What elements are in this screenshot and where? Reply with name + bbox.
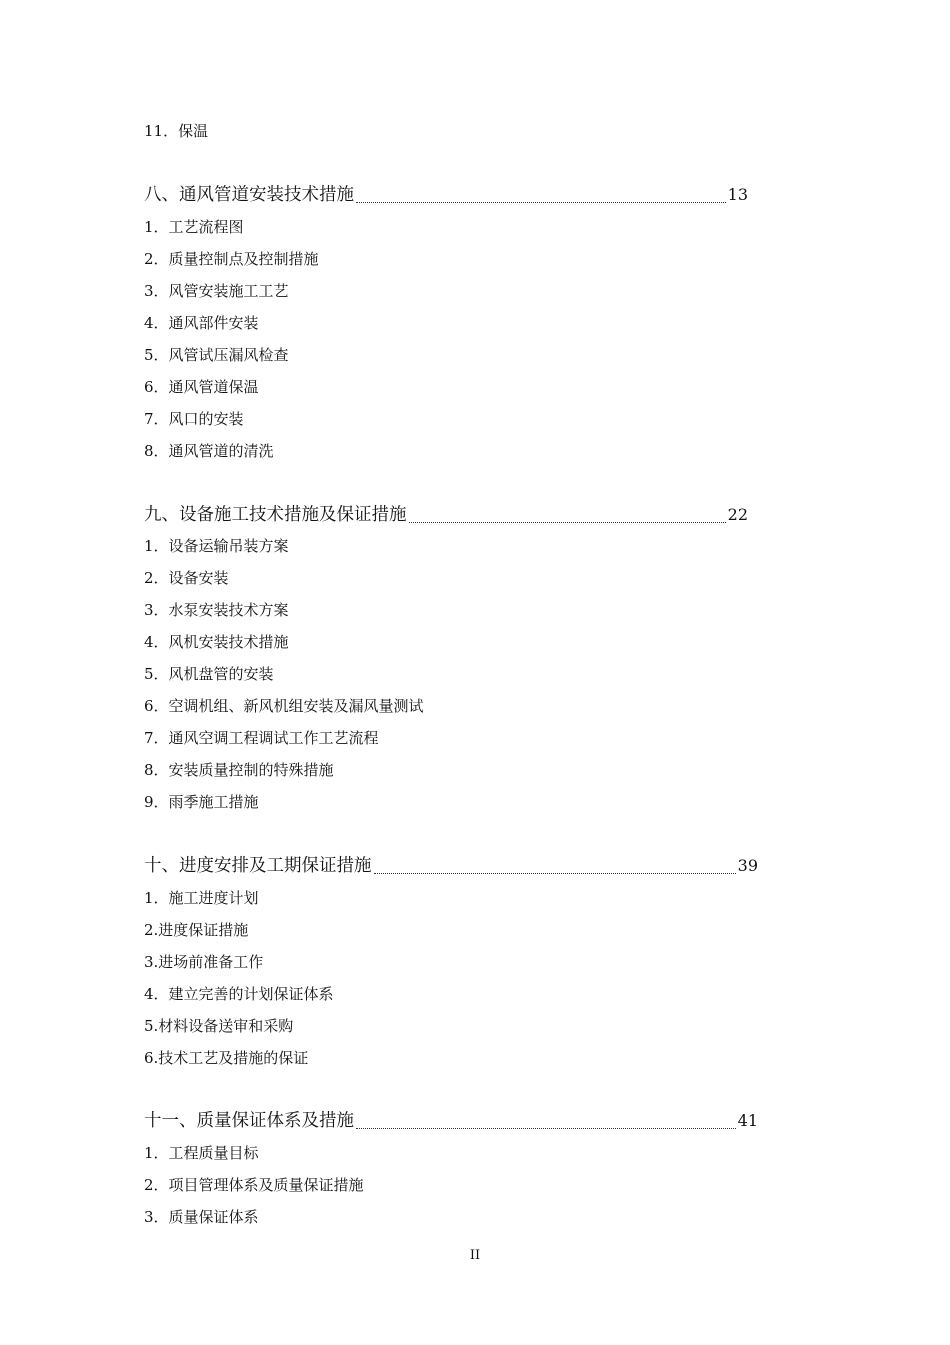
section-title: 十一、质量保证体系及措施: [144, 1111, 354, 1131]
toc-section-heading: [144, 504, 748, 526]
toc-item: 11．保温: [144, 122, 209, 140]
toc-item: 4．风机安装技术措施: [144, 633, 289, 651]
page-footer-number: II: [469, 1248, 481, 1263]
toc-item: 6．通风管道保温: [144, 378, 259, 396]
toc-item: 3.进场前准备工作: [144, 953, 264, 971]
toc-item: 4．建立完善的计划保证体系: [144, 985, 334, 1003]
dot-leader: [356, 201, 726, 203]
toc-section-heading: [144, 184, 748, 206]
toc-item: 5.材料设备送审和采购: [144, 1017, 294, 1035]
toc-item: 1．工艺流程图: [144, 218, 244, 236]
toc-item: 7．风口的安装: [144, 410, 244, 428]
dot-leader: [409, 521, 726, 523]
toc-item: 2．设备安装: [144, 569, 229, 587]
section-page-number: 39: [737, 856, 758, 875]
toc-section-heading: [144, 1110, 758, 1132]
dot-leader: [356, 1127, 736, 1129]
toc-item: 6.技术工艺及措施的保证: [144, 1049, 309, 1067]
section-title: 九、设备施工技术措施及保证措施: [144, 505, 407, 525]
dot-leader: [374, 872, 736, 874]
toc-item: 6．空调机组、新风机组安装及漏风量测试: [144, 697, 424, 715]
section-title: 十、进度安排及工期保证措施: [144, 856, 372, 876]
toc-item: 3．水泵安装技术方案: [144, 601, 289, 619]
toc-item: 1．施工进度计划: [144, 889, 259, 907]
toc-item: 2．项目管理体系及质量保证措施: [144, 1176, 364, 1194]
toc-item: 7．通风空调工程调试工作工艺流程: [144, 729, 379, 747]
section-page-number: 13: [727, 185, 748, 204]
toc-item: 3．风管安装施工工艺: [144, 282, 289, 300]
toc-section-heading: [144, 855, 758, 877]
toc-item: 5．风机盘管的安装: [144, 665, 274, 683]
toc-item: 9．雨季施工措施: [144, 793, 259, 811]
toc-item: 2．质量控制点及控制措施: [144, 250, 319, 268]
toc-item: 3．质量保证体系: [144, 1208, 259, 1226]
toc-item: 1．工程质量目标: [144, 1144, 259, 1162]
toc-item: 5．风管试压漏风检查: [144, 346, 289, 364]
toc-item: 8．通风管道的清洗: [144, 442, 274, 460]
toc-item: 8．安装质量控制的特殊措施: [144, 761, 334, 779]
toc-item: 4．通风部件安装: [144, 314, 259, 332]
section-title: 八、通风管道安装技术措施: [144, 185, 354, 205]
toc-item: 1．设备运输吊装方案: [144, 537, 289, 555]
toc-item: 2.进度保证措施: [144, 921, 249, 939]
section-page-number: 41: [737, 1111, 758, 1130]
section-page-number: 22: [727, 505, 748, 524]
